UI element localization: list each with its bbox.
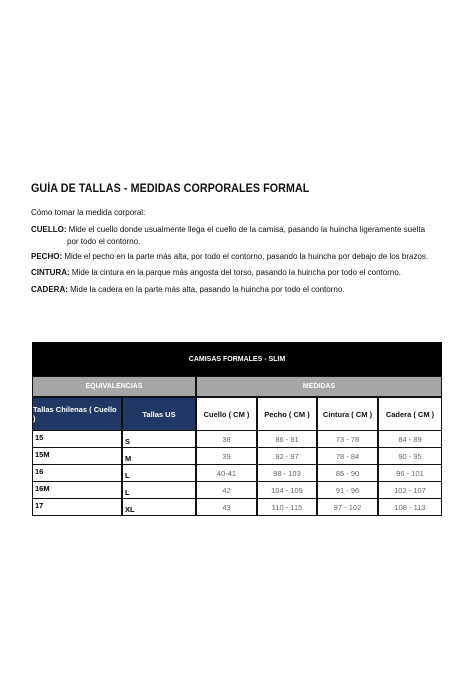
measure-term: CADERA: <box>31 285 68 294</box>
group-medidas: MEDIDAS <box>196 376 442 397</box>
cell-cuello: 43 <box>196 499 257 516</box>
cell-cintura: 85 - 90 <box>317 465 378 482</box>
measure-term: CINTURA: <box>31 268 70 277</box>
table-row <box>32 431 442 448</box>
header-pecho: Pecho ( CM ) <box>257 397 317 431</box>
cell-talla-us: S <box>122 431 196 448</box>
cell-talla-us: M <box>122 448 196 465</box>
cell-cuello: 39 <box>196 448 257 465</box>
table-row <box>32 465 442 482</box>
cell-pecho: 86 - 91 <box>257 431 317 448</box>
header-cuello: Cuello ( CM ) <box>196 397 257 431</box>
table-group-row <box>32 376 442 397</box>
cell-pecho: 92 - 97 <box>257 448 317 465</box>
cell-pecho: 104 - 109 <box>257 482 317 499</box>
measure-text: Mide la cadera en la parte más alta, pasando la huincha por todo el contorno. <box>67 285 345 294</box>
cell-talla-us: L <box>122 482 196 499</box>
table-row <box>32 499 442 516</box>
measure-cuello <box>31 224 451 247</box>
cell-talla-chilena: 17 <box>32 499 122 516</box>
cell-cintura: 91 - 96 <box>317 482 378 499</box>
header-tallas-us: Tallas US <box>122 397 196 431</box>
cell-talla-chilena: 15M <box>32 448 122 465</box>
cell-talla-chilena: 16 <box>32 465 122 482</box>
measure-text: Mide el cuello donde usualmente llega el cuello de la camisa, pasando la huincha ligeramente suelta <box>66 225 426 234</box>
header-tallas-chilenas: Tallas Chilenas ( Cuello ) <box>32 397 122 431</box>
table-title: CAMISAS FORMALES - SLIM <box>32 342 442 376</box>
cell-cuello: 42 <box>196 482 257 499</box>
cell-talla-us: L <box>122 465 196 482</box>
page-title: GUÍA DE TALLAS - MEDIDAS CORPORALES FORMAL <box>31 183 310 195</box>
cell-pecho: 98 - 103 <box>257 465 317 482</box>
cell-cadera: 96 - 101 <box>378 465 442 482</box>
table-body <box>32 431 442 516</box>
table-row <box>32 448 442 465</box>
cell-cintura: 78 - 84 <box>317 448 378 465</box>
measure-term: PECHO: <box>31 252 63 261</box>
cell-cadera: 102 - 107 <box>378 482 442 499</box>
header-cadera: Cadera ( CM ) <box>378 397 442 431</box>
measure-cadera <box>31 284 451 296</box>
measure-text-continued: por todo el contorno. <box>67 236 141 246</box>
group-equivalencias: EQUIVALENCIAS <box>32 376 196 397</box>
cell-cadera: 90 - 95 <box>378 448 442 465</box>
measure-cintura <box>31 267 451 279</box>
cell-cuello: 38 <box>196 431 257 448</box>
measure-term: CUELLO: <box>31 225 67 234</box>
measure-text: Mide la cintura en la parque más angosta del torso, pasando la huincha por todo el contorno. <box>69 268 401 277</box>
size-table <box>32 342 442 516</box>
table-header-row <box>32 397 442 431</box>
cell-talla-chilena: 15 <box>32 431 122 448</box>
measure-pecho <box>31 251 451 263</box>
cell-talla-us: XL <box>122 499 196 516</box>
cell-pecho: 110 - 115 <box>257 499 317 516</box>
cell-cuello: 40-41 <box>196 465 257 482</box>
table-row <box>32 482 442 499</box>
cell-cadera: 108 - 113 <box>378 499 442 516</box>
cell-cintura: 73 - 78 <box>317 431 378 448</box>
cell-cintura: 97 - 102 <box>317 499 378 516</box>
cell-cadera: 84 - 89 <box>378 431 442 448</box>
header-cintura: Cintura ( CM ) <box>317 397 378 431</box>
intro-text: Cómo tomar la medida corporal: <box>31 208 146 217</box>
cell-talla-chilena: 16M <box>32 482 122 499</box>
measure-text: Mide el pecho en la parte más alta, por todo el contorno, pasando la huincha por debajo de los brazos. <box>62 252 429 261</box>
